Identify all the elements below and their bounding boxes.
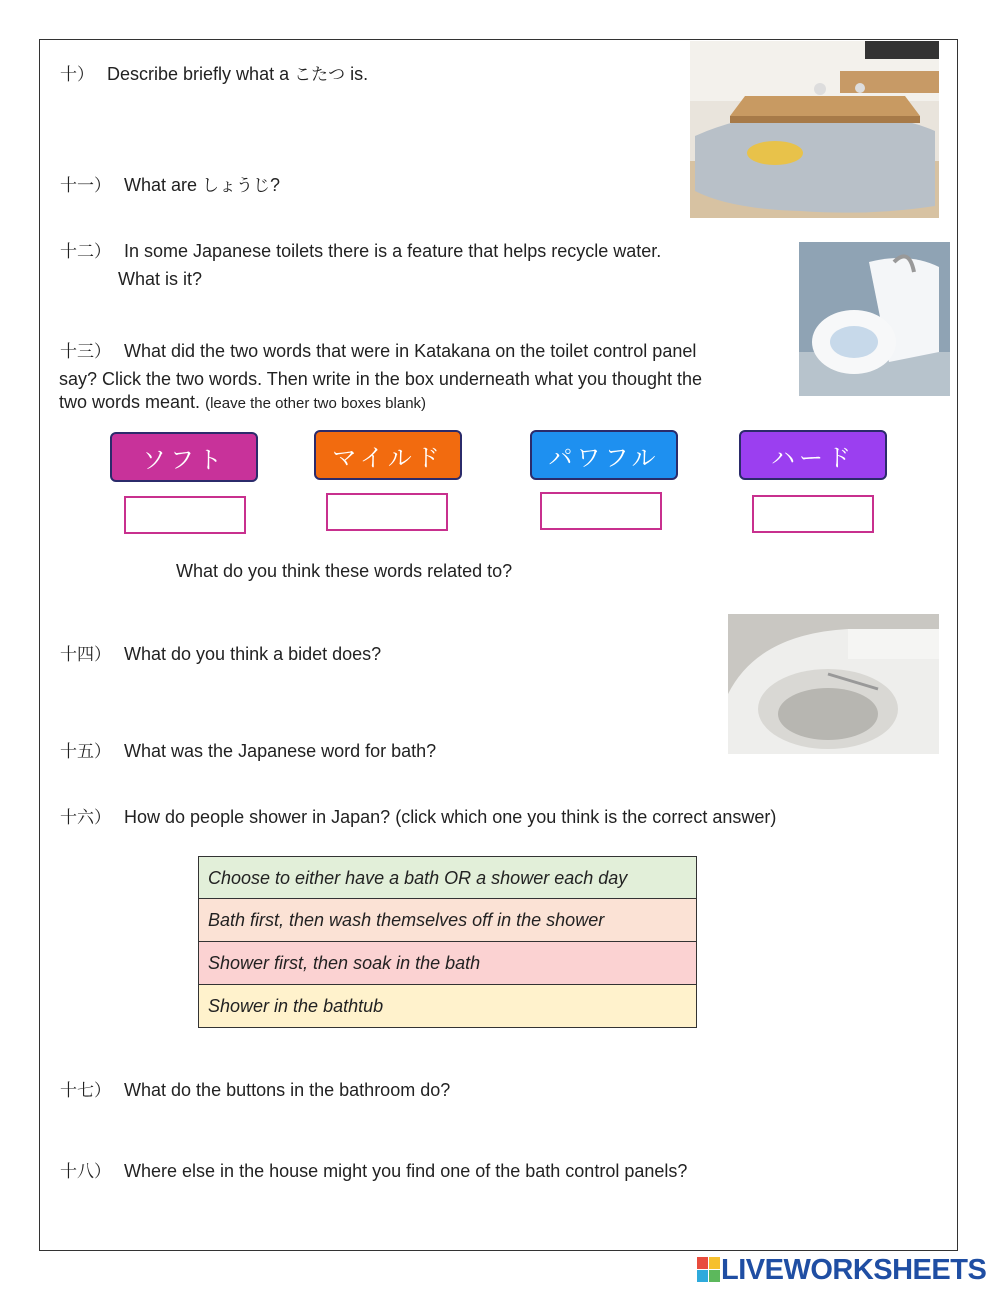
- question-12-line2: What is it?: [118, 269, 203, 289]
- question-13-line2: say? Click the two words. Then write in the box underneath what you thought the: [59, 369, 703, 389]
- answer-option-bath-or-shower[interactable]: Choose to either have a bath OR a shower each day: [198, 856, 697, 899]
- katakana-button-mild[interactable]: マイルド: [314, 430, 462, 480]
- answer-box-powerful[interactable]: [540, 492, 662, 530]
- question-15: 十五） What was the Japanese word for bath?: [60, 741, 437, 762]
- question-number: 十三）: [60, 342, 111, 362]
- question-12: 十二） In some Japanese toilets there is a feature that helps recycle water.: [60, 241, 662, 262]
- answer-box-soft[interactable]: [124, 496, 246, 534]
- related-question: What do you think these words related to?: [176, 561, 513, 581]
- toilet-sink-photo: [799, 242, 950, 396]
- question-number: 十五）: [60, 742, 111, 762]
- question-number: 十四）: [60, 645, 111, 665]
- answer-option-shower-first[interactable]: Shower first, then soak in the bath: [198, 942, 697, 985]
- kana-word: こたつ: [294, 65, 346, 85]
- katakana-button-powerful[interactable]: パワフル: [530, 430, 678, 480]
- instruction-note: (leave the other two boxes blank): [205, 395, 427, 412]
- kotatsu-photo: [690, 41, 939, 218]
- liveworksheets-logo: LIVEWORKSHEETS: [697, 1255, 986, 1285]
- question-16: 十六） How do people shower in Japan? (click which one you think is the correct answer): [60, 807, 777, 828]
- question-14: 十四） What do you think a bidet does?: [60, 644, 382, 665]
- question-number: 十六）: [60, 808, 111, 828]
- logo-icon: [697, 1257, 721, 1283]
- answer-option-bath-first[interactable]: Bath first, then wash themselves off in the shower: [198, 899, 697, 942]
- question-number: 十八）: [60, 1162, 111, 1182]
- answer-option-shower-in-tub[interactable]: Shower in the bathtub: [198, 985, 697, 1028]
- question-number: 十二）: [60, 242, 111, 262]
- question-number: 十一）: [60, 176, 111, 196]
- question-13-line3: two words meant. (leave the other two boxes blank): [59, 392, 427, 412]
- question-10: 十） Describe briefly what a こたつ is.: [60, 64, 369, 85]
- question-number: 十）: [60, 65, 94, 85]
- question-number: 十七）: [60, 1081, 111, 1101]
- answer-box-mild[interactable]: [326, 493, 448, 531]
- question-18: 十八） Where else in the house might you find one of the bath control panels?: [60, 1161, 688, 1182]
- kana-word: しょうじ: [202, 176, 271, 196]
- question-17: 十七） What do the buttons in the bathroom do?: [60, 1080, 451, 1101]
- bidet-photo: [728, 614, 939, 754]
- question-11: 十一） What are しょうじ?: [60, 175, 281, 196]
- katakana-button-hard[interactable]: ハード: [739, 430, 887, 480]
- answer-box-hard[interactable]: [752, 495, 874, 533]
- question-13: 十三） What did the two words that were in Katakana on the toilet control panel: [60, 341, 697, 362]
- katakana-button-soft[interactable]: ソフト: [110, 432, 258, 482]
